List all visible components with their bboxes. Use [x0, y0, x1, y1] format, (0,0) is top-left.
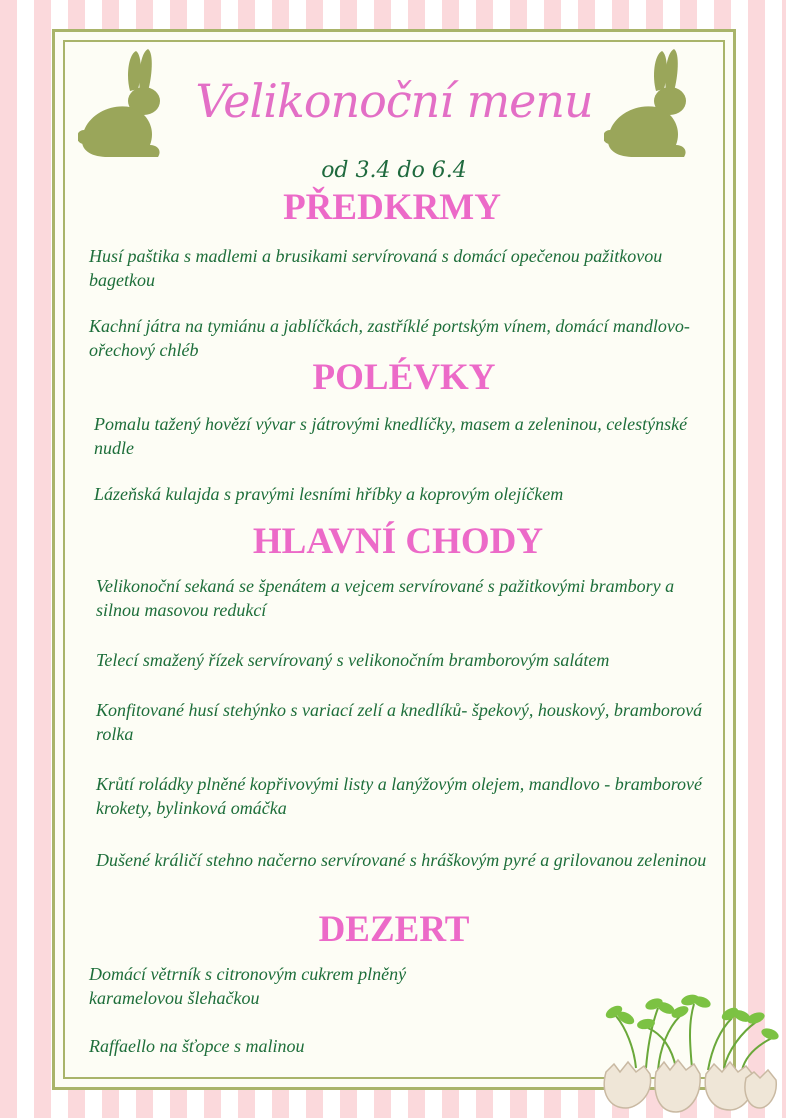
section-heading-predkrmy: PŘEDKRMY [283, 187, 501, 228]
menu-item: Husí paštika s madlemi a brusikami servírovaná s domácí opečenou pažitkovou bagetkou [89, 246, 663, 290]
menu-item: Raffaello na šťopce s malinou [89, 1036, 305, 1056]
menu-item: Dušené králičí stehno načerno servírované s hráškovým pyré a grilovanou zeleninou [96, 850, 707, 870]
menu-item: Velikonoční sekaná se špenátem a vejcem servírované s pažitkovými brambory a silnou masovou redukcí [96, 576, 675, 620]
sprouts-eggshell-icon [596, 988, 782, 1114]
menu-dates: od 3.4 do 6.4 [321, 158, 467, 183]
section-heading-dezert: DEZERT [318, 909, 470, 950]
menu-item: Krůtí roládky plněné kopřivovými listy a lanýžovým olejem, mandlovo - bramborové krokety, bylinková omáčka [96, 774, 703, 818]
section-heading-polevky: POLÉVKY [312, 357, 496, 398]
menu-item: Konfitované husí stehýnko s variací zelí a knedlíků- špekový, houskový, bramborová rolka [96, 700, 703, 744]
menu-item: Domácí větrník s citronovým cukrem plněný karamelovou šlehačkou [89, 964, 407, 1008]
menu-item: Kachní játra na tymiánu a jablíčkách, zastříklé portským vínem, domácí mandlovo-ořechový chléb [89, 316, 690, 360]
menu-item: Telecí smažený řízek servírovaný s velikonočním bramborovým salátem [96, 650, 610, 670]
section-heading-hlavni-chody: HLAVNÍ CHODY [252, 521, 544, 562]
menu-title: Velikonoční menu [195, 74, 593, 128]
menu-card [52, 29, 736, 1090]
menu-item: Pomalu tažený hovězí vývar s játrovými knedlíčky, masem a zeleninou, celestýnské nudle [94, 414, 688, 458]
menu-item: Lázeňská kulajda s pravými lesními hříbky a koprovým olejíčkem [94, 484, 564, 504]
